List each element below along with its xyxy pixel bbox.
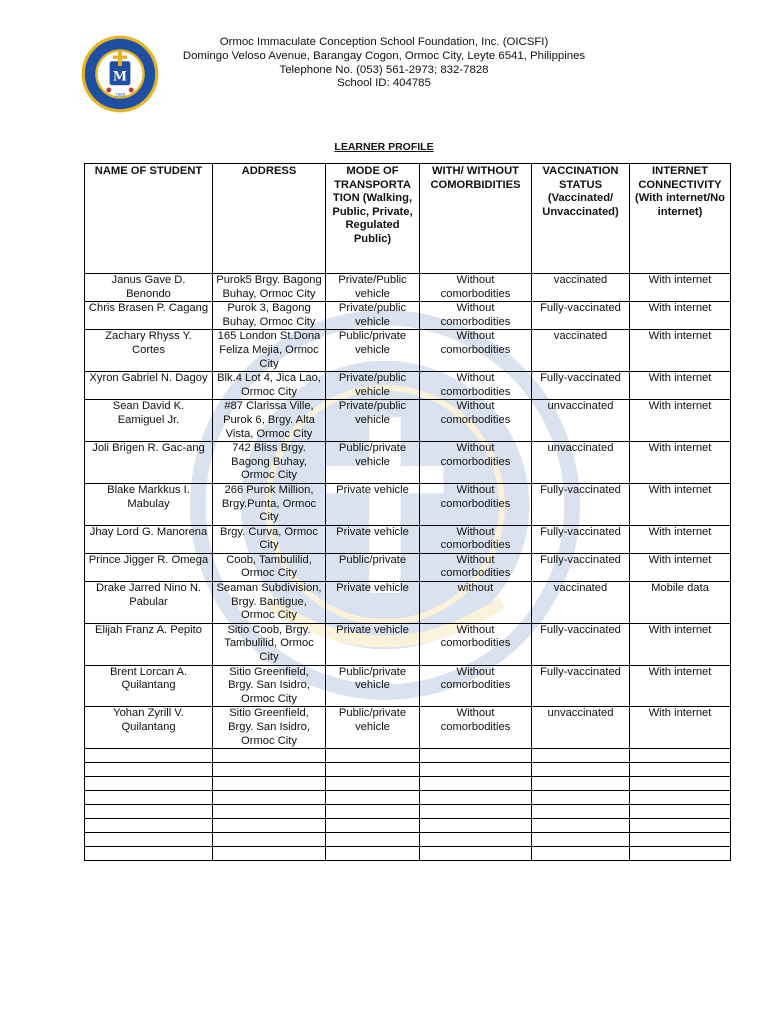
vaccination-status-cell: Fully-vaccinated: [532, 372, 630, 400]
vaccination-status-cell: vaccinated: [532, 330, 630, 372]
table-row: [85, 330, 731, 372]
column-header-internet: INTERNET CONNECTIVITY (With internet/No internet): [630, 164, 731, 274]
address-cell: 165 London St.Dona Feliza Mejia, Ormoc City: [213, 330, 326, 372]
comorbidities-cell: Without comorbodities: [420, 400, 532, 442]
empty-cell: [85, 847, 213, 861]
transportation-cell: Private/public vehicle: [326, 302, 420, 330]
comorbidities-cell: Without comorbodities: [420, 302, 532, 330]
address-cell: 742 Bliss Brgy. Bagong Buhay, Ormoc City: [213, 442, 326, 484]
empty-cell: [532, 805, 630, 819]
student-name-cell: Drake Jarred Nino N. Pabular: [85, 582, 213, 624]
empty-cell: [420, 805, 532, 819]
column-header-transportation: MODE OF TRANSPORTA TION (Walking, Public, Private, Regulated Public): [326, 164, 420, 274]
empty-cell: [630, 777, 731, 791]
comorbidities-cell: Without comorbodities: [420, 707, 532, 749]
transportation-cell: Public/private vehicle: [326, 330, 420, 372]
internet-connectivity-cell: With internet: [630, 274, 731, 302]
school-name: Ormoc Immaculate Conception School Foundation, Inc. (OICSFI): [219, 36, 549, 48]
vaccination-status-cell: Fully-vaccinated: [532, 483, 630, 525]
table-row: [85, 274, 731, 302]
empty-table-row: [85, 763, 731, 777]
vaccination-status-cell: vaccinated: [532, 274, 630, 302]
table-row: [85, 623, 731, 665]
logo-year: 1998: [114, 92, 126, 98]
comorbidities-cell: Without comorbodities: [420, 442, 532, 484]
empty-cell: [420, 819, 532, 833]
empty-cell: [326, 833, 420, 847]
internet-connectivity-cell: With internet: [630, 553, 731, 581]
empty-cell: [420, 833, 532, 847]
table-header-row: [85, 164, 731, 274]
address-cell: Sitio Greenfield, Brgy. San Isidro, Ormoc City: [213, 665, 326, 707]
empty-cell: [85, 749, 213, 763]
student-name-cell: Prince Jigger R. Omega: [85, 553, 213, 581]
transportation-cell: Public/private vehicle: [326, 665, 420, 707]
address-cell: Sitio Coob, Brgy. Tambulilid, Ormoc City: [213, 623, 326, 665]
internet-connectivity-cell: With internet: [630, 330, 731, 372]
table-row: [85, 582, 731, 624]
vaccination-status-cell: unvaccinated: [532, 400, 630, 442]
empty-cell: [326, 777, 420, 791]
empty-table-row: [85, 819, 731, 833]
empty-cell: [213, 805, 326, 819]
school-id: School ID: 404785: [337, 77, 431, 90]
school-logo: [80, 34, 160, 114]
empty-cell: [630, 749, 731, 763]
student-name-cell: Xyron Gabriel N. Dagoy: [85, 372, 213, 400]
vaccination-status-cell: unvaccinated: [532, 707, 630, 749]
svg-text:M: M: [112, 69, 128, 85]
letterhead: [150, 36, 618, 91]
internet-connectivity-cell: With internet: [630, 707, 731, 749]
internet-connectivity-cell: With internet: [630, 400, 731, 442]
table-row: [85, 707, 731, 749]
vaccination-status-cell: Fully-vaccinated: [532, 665, 630, 707]
transportation-cell: Public/private vehicle: [326, 442, 420, 484]
learner-profile-table: [84, 163, 731, 861]
empty-cell: [326, 791, 420, 805]
empty-cell: [213, 777, 326, 791]
empty-cell: [326, 819, 420, 833]
empty-cell: [420, 791, 532, 805]
table-row: [85, 665, 731, 707]
comorbidities-cell: Without comorbodities: [420, 330, 532, 372]
empty-cell: [213, 791, 326, 805]
empty-cell: [213, 847, 326, 861]
comorbidities-cell: Without comorbodities: [420, 372, 532, 400]
empty-cell: [532, 819, 630, 833]
document-title: LEARNER PROFILE: [334, 141, 434, 153]
internet-connectivity-cell: With internet: [630, 483, 731, 525]
empty-table-row: [85, 777, 731, 791]
empty-cell: [420, 847, 532, 861]
table-row: [85, 442, 731, 484]
transportation-cell: Private vehicle: [326, 582, 420, 624]
internet-connectivity-cell: Mobile data: [630, 582, 731, 624]
vaccination-status-cell: Fully-vaccinated: [532, 553, 630, 581]
transportation-cell: Private/public vehicle: [326, 372, 420, 400]
internet-connectivity-cell: With internet: [630, 623, 731, 665]
transportation-cell: Private vehicle: [326, 623, 420, 665]
address-cell: #87 Clarissa Ville, Purok 6, Brgy. Alta Vista, Ormoc City: [213, 400, 326, 442]
table-row: [85, 372, 731, 400]
empty-cell: [85, 833, 213, 847]
column-header-vaccination: VACCINATION STATUS (Vaccinated/ Unvaccinated): [532, 164, 630, 274]
comorbidities-cell: Without comorbodities: [420, 665, 532, 707]
empty-cell: [213, 833, 326, 847]
student-name-cell: Sean David K. Eamiguel Jr.: [85, 400, 213, 442]
student-name-cell: Brent Lorcan A. Quilantang: [85, 665, 213, 707]
table-row: [85, 400, 731, 442]
address-cell: Blk.4 Lot 4, Jica Lao, Ormoc City: [213, 372, 326, 400]
empty-cell: [532, 749, 630, 763]
student-name-cell: Zachary Rhyss Y. Cortes: [85, 330, 213, 372]
internet-connectivity-cell: With internet: [630, 665, 731, 707]
vaccination-status-cell: Fully-vaccinated: [532, 623, 630, 665]
empty-cell: [630, 805, 731, 819]
empty-table-row: [85, 805, 731, 819]
student-name-cell: Yohan Zyrill V. Quilantang: [85, 707, 213, 749]
student-name-cell: Chris Brasen P. Cagang: [85, 302, 213, 330]
address-cell: Brgy. Curva, Ormoc City: [213, 525, 326, 553]
transportation-cell: Private/Public vehicle: [326, 274, 420, 302]
column-header-address: ADDRESS: [213, 164, 326, 274]
empty-cell: [532, 763, 630, 777]
table-row: [85, 553, 731, 581]
empty-cell: [326, 805, 420, 819]
empty-cell: [85, 777, 213, 791]
empty-cell: [630, 763, 731, 777]
comorbidities-cell: Without comorbodities: [420, 623, 532, 665]
address-cell: Purok 3, Bagong Buhay, Ormoc City: [213, 302, 326, 330]
transportation-cell: Private vehicle: [326, 525, 420, 553]
table-row: [85, 525, 731, 553]
student-name-cell: Janus Gave D. Benondo: [85, 274, 213, 302]
vaccination-status-cell: Fully-vaccinated: [532, 302, 630, 330]
comorbidities-cell: without: [420, 582, 532, 624]
transportation-cell: Private/public vehicle: [326, 400, 420, 442]
empty-cell: [326, 749, 420, 763]
column-header-comorbidities: WITH/ WITHOUT COMORBIDITIES: [420, 164, 532, 274]
empty-cell: [532, 777, 630, 791]
table-row: [85, 302, 731, 330]
empty-cell: [420, 763, 532, 777]
comorbidities-cell: Without comorbodities: [420, 274, 532, 302]
internet-connectivity-cell: With internet: [630, 302, 731, 330]
empty-cell: [85, 819, 213, 833]
student-name-cell: Blake Markkus I. Mabulay: [85, 483, 213, 525]
empty-cell: [326, 763, 420, 777]
empty-table-row: [85, 833, 731, 847]
empty-table-row: [85, 847, 731, 861]
empty-cell: [420, 749, 532, 763]
empty-table-row: [85, 791, 731, 805]
empty-cell: [326, 847, 420, 861]
address-cell: Coob, Tambulilid, Ormoc City: [213, 553, 326, 581]
empty-cell: [85, 763, 213, 777]
transportation-cell: Public/private vehicle: [326, 707, 420, 749]
column-header-name: NAME OF STUDENT: [85, 164, 213, 274]
student-name-cell: Jhay Lord G. Manorena: [85, 525, 213, 553]
empty-cell: [213, 819, 326, 833]
empty-table-row: [85, 749, 731, 763]
transportation-cell: Private vehicle: [326, 483, 420, 525]
empty-cell: [213, 749, 326, 763]
address-cell: Seaman Subdivision, Brgy. Bantigue, Ormoc City: [213, 582, 326, 624]
empty-cell: [85, 805, 213, 819]
address-cell: Sitio Greenfield, Brgy. San Isidro, Ormoc City: [213, 707, 326, 749]
vaccination-status-cell: Fully-vaccinated: [532, 525, 630, 553]
empty-cell: [532, 791, 630, 805]
internet-connectivity-cell: With internet: [630, 442, 731, 484]
empty-cell: [420, 777, 532, 791]
comorbidities-cell: Without comorbodities: [420, 483, 532, 525]
empty-cell: [630, 847, 731, 861]
internet-connectivity-cell: With internet: [630, 372, 731, 400]
comorbidities-cell: Without comorbodities: [420, 525, 532, 553]
school-address: Domingo Veloso Avenue, Barangay Cogon, Ormoc City, Leyte 6541, Philippines: [182, 49, 586, 62]
empty-cell: [532, 847, 630, 861]
address-cell: Purok5 Brgy. Bagong Buhay, Ormoc City: [213, 274, 326, 302]
comorbidities-cell: Without comorbodities: [420, 553, 532, 581]
empty-cell: [630, 791, 731, 805]
internet-connectivity-cell: With internet: [630, 525, 731, 553]
table-row: [85, 483, 731, 525]
transportation-cell: Public/private: [326, 553, 420, 581]
student-name-cell: Elijah Franz A. Pepito: [85, 623, 213, 665]
vaccination-status-cell: vaccinated: [532, 582, 630, 624]
vaccination-status-cell: unvaccinated: [532, 442, 630, 484]
empty-cell: [532, 833, 630, 847]
empty-cell: [630, 819, 731, 833]
school-telephone: Telephone No. (053) 561-2973; 832-7828: [279, 63, 489, 76]
empty-cell: [213, 763, 326, 777]
address-cell: 266 Purok Million, Brgy.Punta, Ormoc City: [213, 483, 326, 525]
empty-cell: [630, 833, 731, 847]
empty-cell: [85, 791, 213, 805]
student-name-cell: Joli Brigen R. Gac-ang: [85, 442, 213, 484]
